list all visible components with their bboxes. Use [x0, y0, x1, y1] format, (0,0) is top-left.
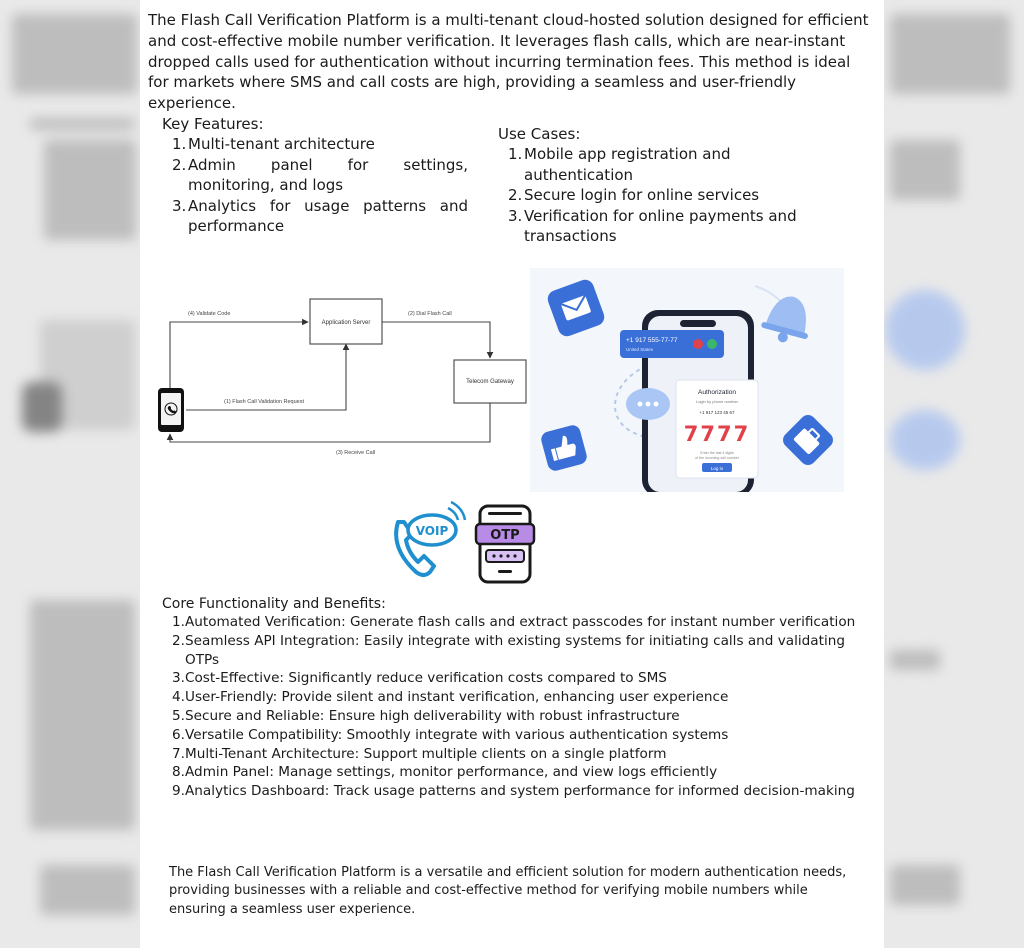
telecom-gateway-label: Telecom Gateway — [466, 379, 514, 385]
document-page — [140, 0, 884, 948]
svg-text:of the incoming call number: of the incoming call number — [695, 456, 739, 460]
use-cases-heading: Use Cases: — [498, 125, 581, 143]
step-4-label: (4) Validate Code — [188, 311, 231, 317]
list-item: 7. Multi-Tenant Architecture: Support multiple clients on a single platform — [172, 745, 667, 762]
list-item: 2. Admin panel for settings, monitoring, and logs — [172, 155, 468, 194]
core-functionality-list — [172, 613, 862, 801]
authorization-illustration — [530, 268, 844, 492]
list-item: 2. Secure login for online services — [508, 186, 760, 204]
use-cases-list — [508, 144, 838, 247]
intro-paragraph: The Flash Call Verification Platform is a multi-tenant cloud-hosted solution designed for efficient and cost-effective mobile number verification. It leverages flash calls, which are near-instant dropped calls used for authentication without incurring termination fees. This method is ideal for markets where SMS and call costs are high, providing a seamless and user-friendly experience. — [148, 11, 869, 113]
incoming-call-banner — [620, 330, 724, 358]
app-server-label: Application Server — [321, 320, 371, 326]
step-1-label: (1) Flash Call Validation Request — [224, 399, 304, 405]
list-item: 3. Analytics for usage patterns and performance — [172, 196, 468, 235]
list-item: 3. Cost-Effective: Significantly reduce verification costs compared to SMS — [172, 670, 667, 687]
svg-text:Login by phone number: Login by phone number — [695, 399, 739, 404]
list-item: 1. Automated Verification: Generate flash calls and extract passcodes for instant number verification — [172, 614, 856, 630]
svg-text:Log in: Log in — [710, 466, 724, 471]
list-item: 1. Mobile app registration and authentication — [508, 145, 731, 184]
list-item: 1. Multi-tenant architecture — [172, 135, 375, 153]
svg-text:Authorization: Authorization — [698, 389, 736, 396]
authorization-card — [676, 380, 758, 478]
step-2-label: (2) Dial Flash Call — [408, 311, 452, 317]
chat-bubble-icon — [626, 388, 670, 420]
otp-icon — [476, 506, 534, 582]
step-3-label: (3) Receive Call — [336, 450, 376, 456]
voip-icon — [396, 502, 465, 575]
decline-call-icon — [693, 339, 703, 349]
list-item: 2. Seamless API Integration: Easily integrate with existing systems for initiating calls and validating OTPs — [172, 632, 845, 668]
svg-text:OTP: OTP — [490, 528, 520, 543]
accept-call-icon — [707, 339, 717, 349]
list-item: 5. Secure and Reliable: Ensure high deliverability with robust infrastructure — [172, 707, 680, 724]
key-features-list — [172, 134, 468, 237]
list-item: 4. User-Friendly: Provide silent and instant verification, enhancing user experience — [172, 689, 729, 706]
svg-text:+1 917 555-77-77: +1 917 555-77-77 — [626, 337, 678, 344]
verification-code: 7777 — [683, 422, 751, 446]
list-item: 3. Verification for online payments and transactions — [508, 206, 797, 245]
voip-otp-icons — [388, 500, 536, 586]
list-item: 8. Admin Panel: Manage settings, monitor performance, and view logs efficiently — [172, 764, 718, 781]
core-functionality-section — [162, 596, 862, 801]
conclusion-paragraph: The Flash Call Verification Platform is a versatile and efficient solution for modern authentication needs, providing businesses with a reliable and cost-effective method for verifying mobile numbers while ensuring a seamless user experience. — [169, 865, 847, 917]
list-item: 9. Analytics Dashboard: Track usage patterns and system performance for informed decision-making — [172, 783, 855, 800]
svg-text:Enter the last 4 digits: Enter the last 4 digits — [700, 451, 734, 455]
key-features-heading: Key Features: — [162, 115, 264, 133]
mobile-phone-icon — [158, 388, 184, 432]
svg-text:United States: United States — [626, 347, 654, 352]
svg-text:+1 917 123 45 67: +1 917 123 45 67 — [699, 410, 735, 415]
flash-call-flow-diagram — [150, 282, 532, 464]
list-item: 6. Versatile Compatibility: Smoothly integrate with various authentication systems — [172, 726, 729, 743]
svg-text:VOIP: VOIP — [415, 524, 449, 538]
core-functionality-heading: Core Functionality and Benefits: — [162, 596, 386, 612]
